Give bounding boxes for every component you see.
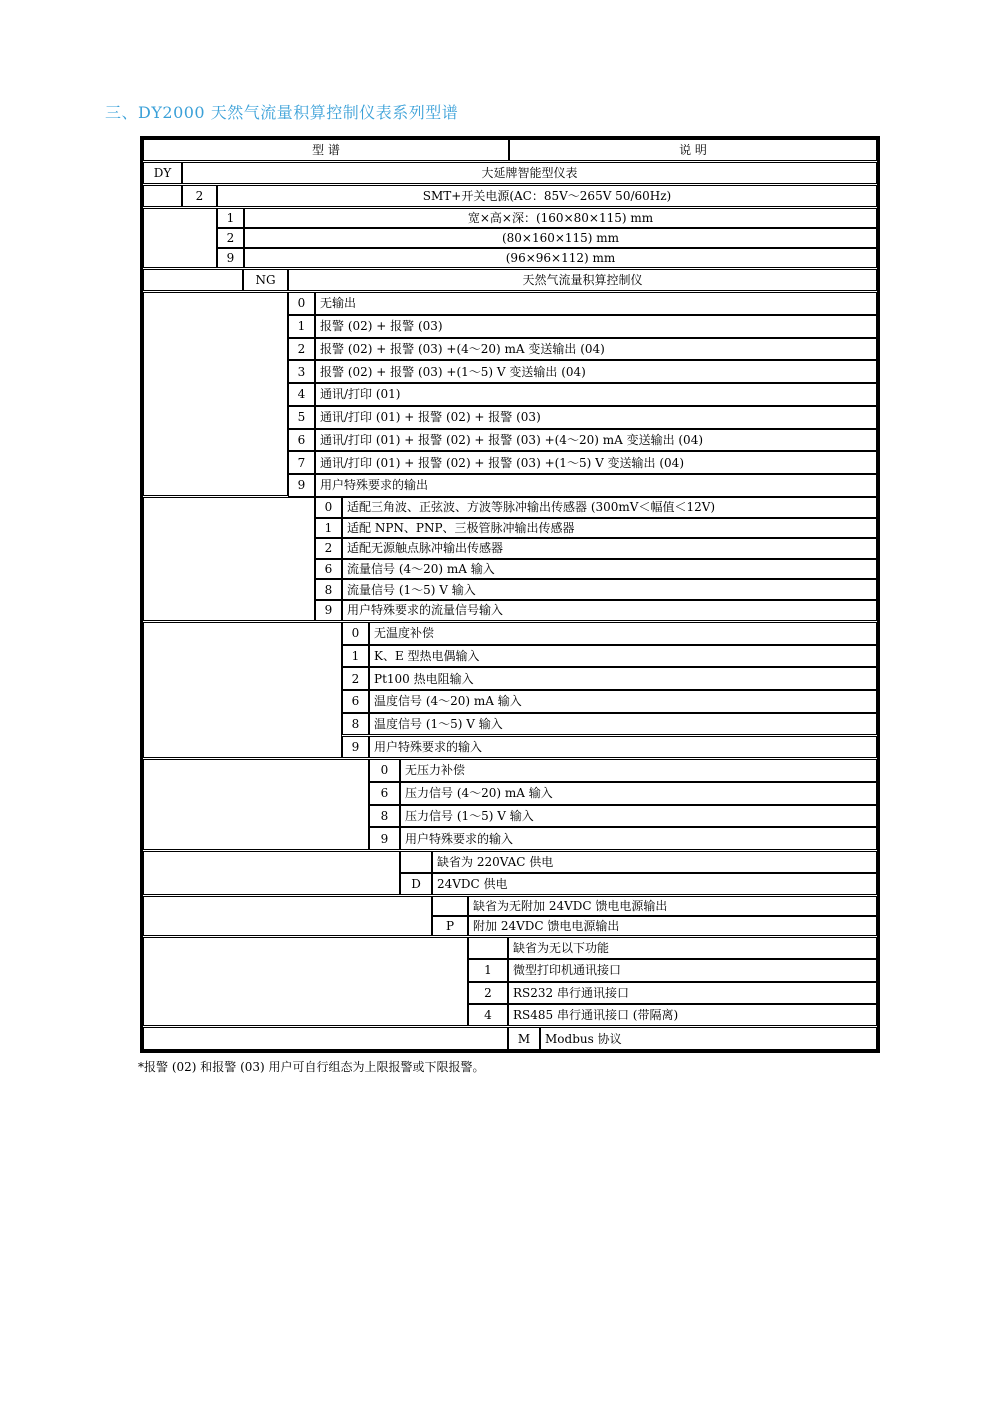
feed-code bbox=[432, 896, 468, 916]
header-desc-cell: 说 明 bbox=[509, 139, 877, 161]
temp_input-desc: K、E 型热电偶输入 bbox=[369, 645, 877, 668]
comm-code: 1 bbox=[468, 959, 508, 981]
temp_input-code: 0 bbox=[342, 622, 369, 645]
output-desc: 通讯/打印 (01) + 报警 (02) + 报警 (03) bbox=[315, 406, 877, 429]
size-code: 2 bbox=[217, 228, 244, 248]
flow_input-code: 8 bbox=[315, 579, 342, 600]
output-desc: 通讯/打印 (01) + 报警 (02) + 报警 (03) +(4～20) mA 变送输出 (04) bbox=[315, 429, 877, 452]
output-desc: 通讯/打印 (01) bbox=[315, 383, 877, 406]
output-code: 9 bbox=[288, 474, 315, 497]
blank-cell bbox=[143, 208, 217, 268]
output-code: 7 bbox=[288, 451, 315, 474]
feed-desc: 缺省为无附加 24VDC 馈电电源输出 bbox=[468, 896, 877, 916]
comm-code: 2 bbox=[468, 982, 508, 1004]
output-desc: 无输出 bbox=[315, 292, 877, 315]
blank-cell bbox=[143, 622, 342, 758]
temp_input-code: 1 bbox=[342, 645, 369, 668]
flow_input-desc: 适配无源触点脉冲输出传感器 bbox=[342, 538, 877, 559]
output-desc: 用户特殊要求的输出 bbox=[315, 474, 877, 497]
flow_input-code: 6 bbox=[315, 559, 342, 580]
output-desc: 通讯/打印 (01) + 报警 (02) + 报警 (03) +(1～5) V 变送输出 (04) bbox=[315, 451, 877, 474]
temp_input-code: 6 bbox=[342, 690, 369, 713]
type-code: NG bbox=[243, 269, 288, 291]
output-code: 6 bbox=[288, 429, 315, 452]
size-desc: (96×96×112) mm bbox=[244, 248, 877, 268]
output-code: 5 bbox=[288, 406, 315, 429]
blank-cell bbox=[143, 185, 182, 207]
temp_input-code: 9 bbox=[342, 736, 369, 759]
comm-desc: RS232 串行通讯接口 bbox=[508, 982, 877, 1004]
comm-code bbox=[468, 937, 508, 959]
flow_input-desc: 流量信号 (1～5) V 输入 bbox=[342, 579, 877, 600]
flow_input-desc: 流量信号 (4～20) mA 输入 bbox=[342, 559, 877, 580]
flow_input-code: 2 bbox=[315, 538, 342, 559]
output-code: 3 bbox=[288, 360, 315, 383]
output-desc: 报警 (02) + 报警 (03) +(4～20) mA 变送输出 (04) bbox=[315, 338, 877, 361]
type-desc: 天然气流量积算控制仪 bbox=[288, 269, 877, 291]
supply-code: D bbox=[400, 873, 432, 895]
temp_input-code: 8 bbox=[342, 713, 369, 736]
output-code: 2 bbox=[288, 338, 315, 361]
size-code: 1 bbox=[217, 208, 244, 228]
temp_input-desc: 温度信号 (4～20) mA 输入 bbox=[369, 690, 877, 713]
supply-desc: 缺省为 220VAC 供电 bbox=[432, 851, 877, 873]
pressure_input-code: 8 bbox=[369, 805, 400, 828]
temp_input-desc: Pt100 热电阻输入 bbox=[369, 667, 877, 690]
pressure_input-code: 9 bbox=[369, 827, 400, 850]
pressure_input-desc: 压力信号 (1～5) V 输入 bbox=[400, 805, 877, 828]
flow_input-desc: 用户特殊要求的流量信号输入 bbox=[342, 600, 877, 621]
size-desc: (80×160×115) mm bbox=[244, 228, 877, 248]
blank-cell bbox=[143, 896, 432, 936]
flow_input-desc: 适配三角波、正弦波、方波等脉冲输出传感器 (300mV＜幅值＜12V) bbox=[342, 497, 877, 518]
flow_input-code: 9 bbox=[315, 600, 342, 621]
output-desc: 报警 (02) + 报警 (03) bbox=[315, 315, 877, 338]
output-code: 1 bbox=[288, 315, 315, 338]
temp_input-desc: 无温度补偿 bbox=[369, 622, 877, 645]
comm-code: 4 bbox=[468, 1004, 508, 1026]
feed-code: P bbox=[432, 916, 468, 936]
flow_input-code: 1 bbox=[315, 518, 342, 539]
pressure_input-desc: 无压力补偿 bbox=[400, 759, 877, 782]
pressure_input-code: 6 bbox=[369, 782, 400, 805]
blank-cell bbox=[143, 851, 400, 895]
temp_input-code: 2 bbox=[342, 667, 369, 690]
blank-cell bbox=[143, 1027, 508, 1050]
supply-code bbox=[400, 851, 432, 873]
protocol-desc: Modbus 协议 bbox=[540, 1027, 877, 1050]
output-desc: 报警 (02) + 报警 (03) +(1～5) V 变送输出 (04) bbox=[315, 360, 877, 383]
base-desc: 大延牌智能型仪表 bbox=[182, 162, 877, 184]
blank-cell bbox=[143, 269, 243, 291]
size-desc: 宽×高×深：(160×80×115) mm bbox=[244, 208, 877, 228]
blank-cell bbox=[143, 497, 315, 621]
flow_input-code: 0 bbox=[315, 497, 342, 518]
output-code: 0 bbox=[288, 292, 315, 315]
flow_input-desc: 适配 NPN、PNP、三极管脉冲输出传感器 bbox=[342, 518, 877, 539]
blank-cell bbox=[143, 292, 288, 496]
comm-desc: 缺省为无以下功能 bbox=[508, 937, 877, 959]
pressure_input-desc: 用户特殊要求的输入 bbox=[400, 827, 877, 850]
temp_input-desc: 温度信号 (1～5) V 输入 bbox=[369, 713, 877, 736]
size-code: 9 bbox=[217, 248, 244, 268]
output-code: 4 bbox=[288, 383, 315, 406]
blank-cell bbox=[143, 759, 369, 850]
footnote: *报警 (02) 和报警 (03) 用户可自行组态为上限报警或下限报警。 bbox=[138, 1060, 485, 1074]
page-title: 三、DY2000 天然气流量积算控制仪表系列型谱 bbox=[105, 103, 459, 122]
header-model-cell: 型 谱 bbox=[143, 139, 509, 161]
temp_input-desc: 用户特殊要求的输入 bbox=[369, 736, 877, 759]
blank-cell bbox=[143, 937, 468, 1026]
pressure_input-code: 0 bbox=[369, 759, 400, 782]
comm-desc: 微型打印机通讯接口 bbox=[508, 959, 877, 981]
power-series-desc: SMT+开关电源(AC：85V～265V 50/60Hz) bbox=[217, 185, 877, 207]
base-code: DY bbox=[143, 162, 182, 184]
model-spectrum-table bbox=[140, 136, 880, 1053]
feed-desc: 附加 24VDC 馈电电源输出 bbox=[468, 916, 877, 936]
protocol-code: M bbox=[508, 1027, 540, 1050]
pressure_input-desc: 压力信号 (4～20) mA 输入 bbox=[400, 782, 877, 805]
power-series-code: 2 bbox=[182, 185, 217, 207]
supply-desc: 24VDC 供电 bbox=[432, 873, 877, 895]
comm-desc: RS485 串行通讯接口 (带隔离) bbox=[508, 1004, 877, 1026]
